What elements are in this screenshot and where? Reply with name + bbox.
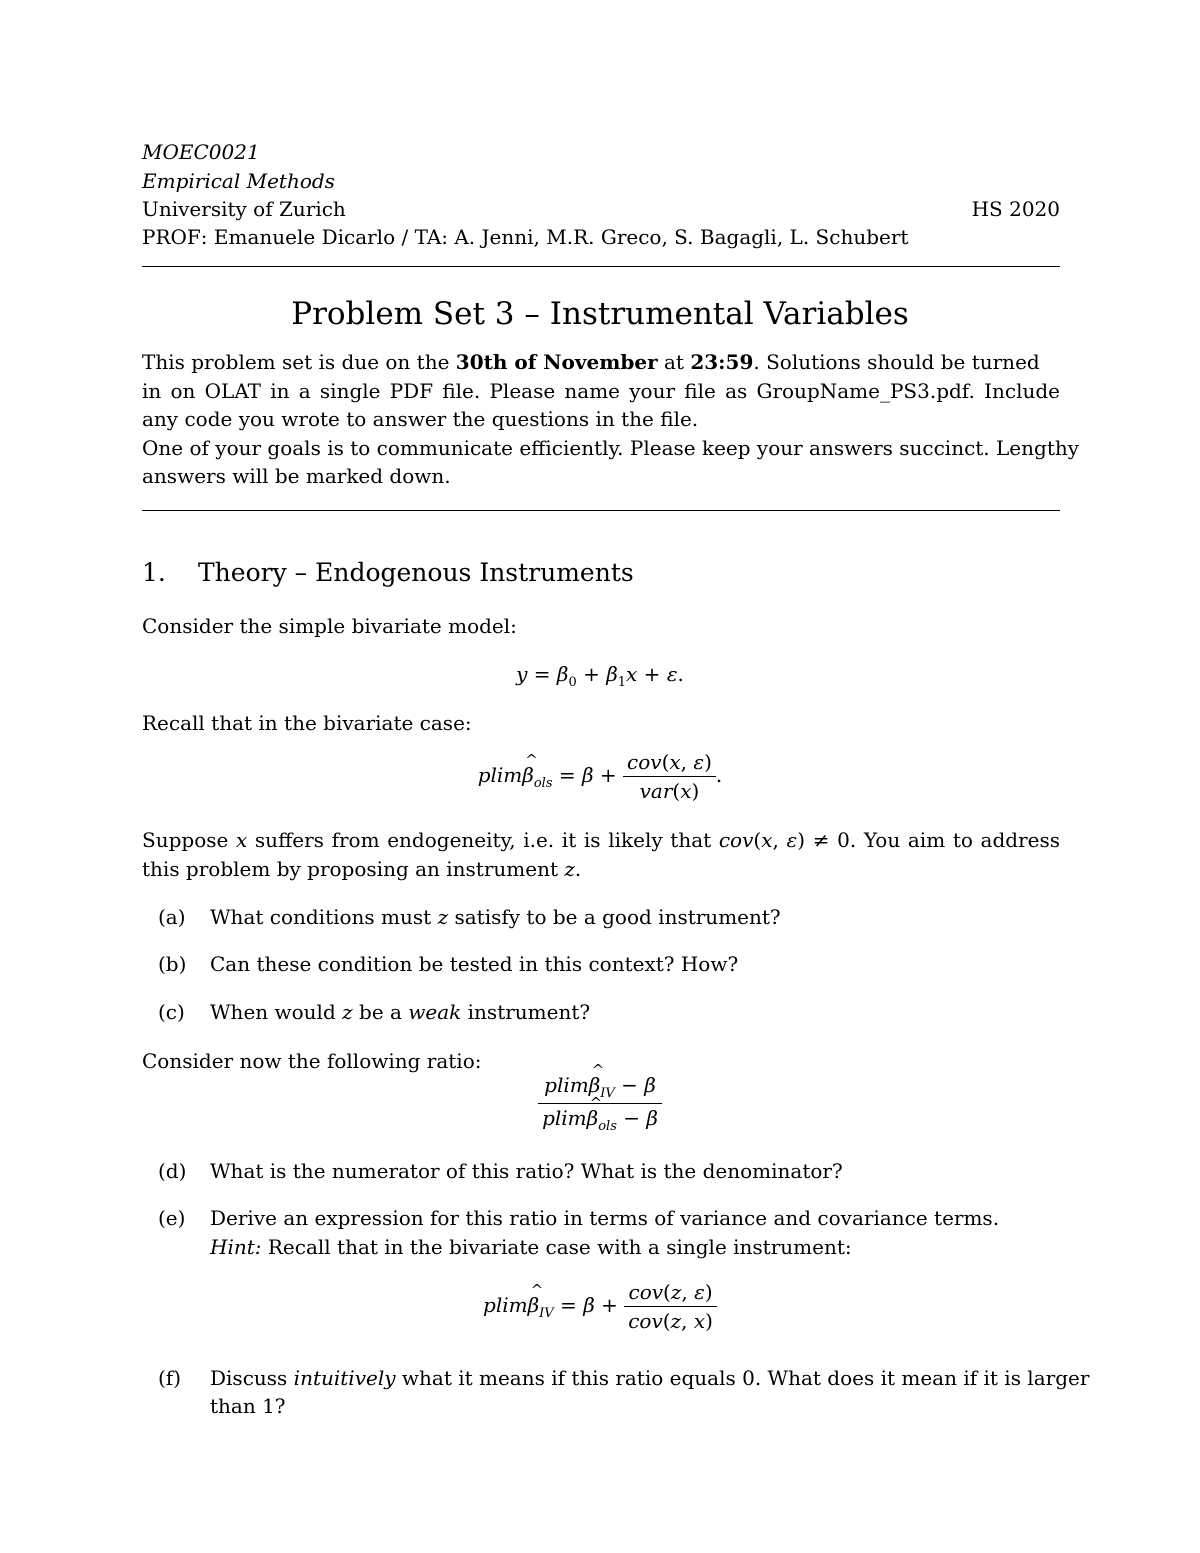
course-code: MOEC0021 [142, 140, 260, 164]
semester: HS 2020 [971, 197, 1060, 221]
question-c: (c) When would z be a weak instrument? [158, 1000, 591, 1024]
problem-set-title: Problem Set 3 – Instrumental Variables [291, 296, 909, 332]
paragraph-recall: Recall that in the bivariate case: [142, 711, 472, 735]
intro-line-4: One of your goals is to communicate efficiently. Please keep your answers succinct. Lengthy [142, 436, 1080, 460]
intro-line-1 [142, 350, 1040, 374]
text: Derive an expression for this ratio in terms of variance and covariance terms. [210, 1206, 1000, 1230]
equation-plim-ols: plim^ $\beta_{ols} = \beta$ + $\frac{\text{cov(x, ε)}}{\text{var(x)}}$ . [0, 750, 1200, 803]
hint-label: Hint: [210, 1235, 262, 1259]
text: what it means if this ratio equals 0. What does it mean if it is larger [395, 1366, 1090, 1390]
staff-names: : Emanuele Dicarlo / TA: A. Jenni, M.R. Greco, S. Bagagli, L. Schubert [200, 225, 909, 249]
text: satisfy to be a good instrument? [448, 905, 781, 929]
equation-model: $y = \beta_0 + \beta_1x + \varepsilon$. [516, 662, 684, 690]
intro-text: at [657, 350, 691, 374]
weak-emphasis: weak [408, 1000, 462, 1024]
equation-ratio: $\frac{plim\^{} \beta_{IV} - \beta}{plim\^{} \beta_{ols} - \beta}$ [0, 1073, 1200, 1134]
text: be a [352, 1000, 409, 1024]
university: University of Zurich [142, 197, 346, 221]
paragraph-model: Consider the simple bivariate model: [142, 614, 517, 638]
intro-line-2: in on OLAT in a single PDF file. Please name your file as GroupName_PS3.pdf. Include [142, 379, 1060, 403]
question-e [158, 1206, 999, 1230]
text: . You aim to address [849, 828, 1060, 852]
question-label: (e) [158, 1206, 186, 1230]
section-title: Theory – Endogenous Instruments [198, 558, 634, 587]
question-label: (d) [158, 1159, 187, 1183]
due-time: 23:59 [690, 350, 754, 374]
prof-label: PROF [142, 225, 201, 249]
text: suffers from endogeneity, i.e. it is likely that [247, 828, 719, 852]
text: this problem by proposing an instrument [142, 857, 565, 881]
text: Discuss [210, 1366, 294, 1390]
intuitively-emphasis: intuitively [293, 1366, 396, 1390]
text: instrument? [461, 1000, 591, 1024]
question-e-hint [210, 1235, 852, 1259]
question-label: (c) [158, 1000, 185, 1024]
text: What is the numerator of this ratio? What is the denominator? [210, 1159, 843, 1183]
paragraph-suppose: Suppose x suffers from endogeneity, i.e. it is likely that cov(x, ε) ≠ 0. You aim to address [142, 828, 1060, 852]
intro-line-3: any code you wrote to answer the questions in the file. [142, 407, 699, 431]
bottom-rule [142, 510, 1060, 511]
intro-line-5: answers will be marked down. [142, 464, 451, 488]
text: Recall that in the bivariate case with a single instrument: [261, 1235, 852, 1259]
paragraph-ratio: Consider now the following ratio: [142, 1049, 482, 1073]
question-f-cont: than 1? [210, 1394, 286, 1418]
section-heading [142, 558, 634, 587]
staff-line [142, 225, 908, 249]
question-label: (b) [158, 952, 187, 976]
text: When would [210, 1000, 343, 1024]
top-rule [142, 266, 1060, 267]
question-label: (a) [158, 905, 186, 929]
intro-text: . Solutions should be turned [753, 350, 1040, 374]
text: Can these condition be tested in this context? How? [210, 952, 739, 976]
due-date: 30th of November [455, 350, 658, 374]
question-label: (f) [158, 1366, 182, 1390]
question-b [158, 952, 738, 976]
course-name: Empirical Methods [142, 169, 335, 193]
text: What conditions must [210, 905, 438, 929]
paragraph-suppose-2: this problem by proposing an instrument z. [142, 857, 582, 881]
section-number: 1. [142, 558, 166, 587]
intro-text: This problem set is due on the [142, 350, 456, 374]
question-d [158, 1159, 843, 1183]
equation-plim-iv: plim^ $\beta_{IV} = \beta$ + $\frac{\text{cov(z, ε)}}{\text{cov(z, x)}}$ [0, 1280, 1200, 1333]
question-f [158, 1366, 1090, 1390]
text: Suppose [142, 828, 236, 852]
question-a: (a) What conditions must z satisfy to be a good instrument? [158, 905, 781, 929]
